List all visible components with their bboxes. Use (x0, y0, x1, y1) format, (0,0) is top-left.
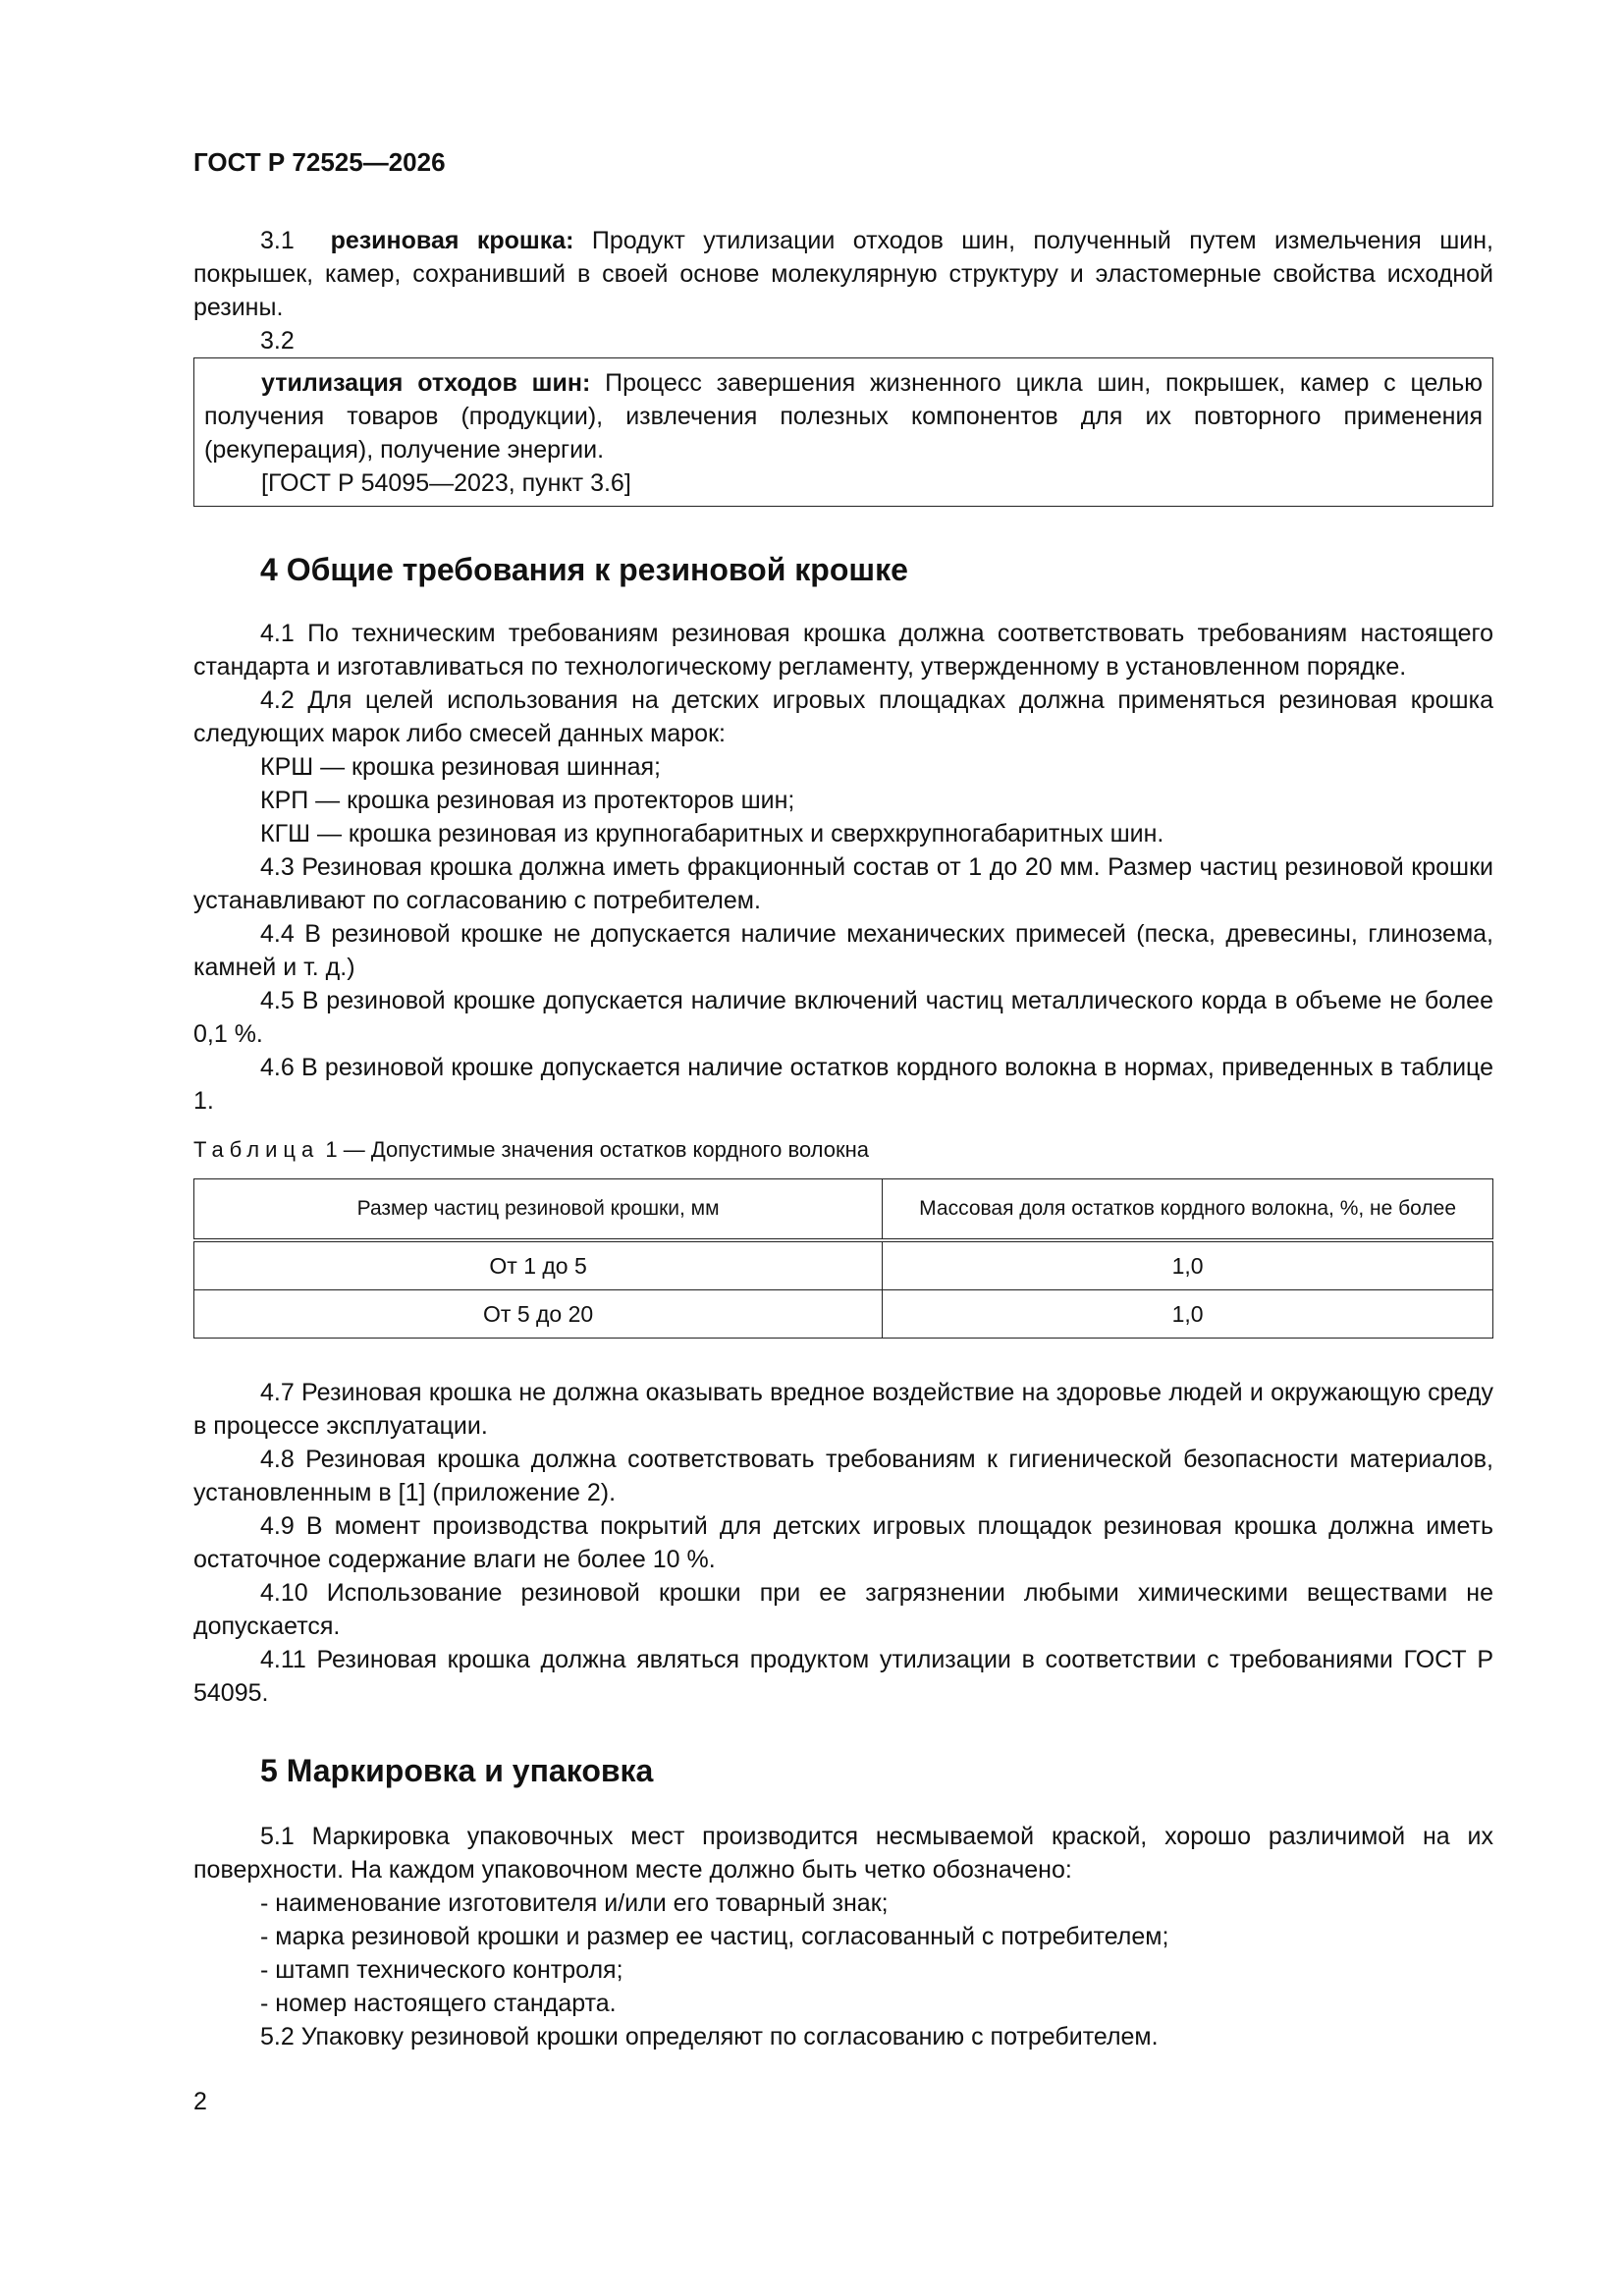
definition-text: Продукт утилизации отходов шин, полученный путем измельчения шин, покрышек, камер, сохранивший в своей основе молекулярную структуру и эластомерные свойства исходной резины. (193, 227, 1493, 321)
term: резиновая крошка: (330, 227, 574, 254)
paragraph-3-1 (193, 224, 1493, 324)
bullet-item: - наименование изготовителя и/или его товарный знак; (260, 1889, 889, 1917)
table-row (194, 1290, 1493, 1339)
table-caption-text: 1 — Допустимые значения остатков кордного волокна (325, 1137, 869, 1162)
paragraph-4-2: 4.2 Для целей использования на детских игровых площадках должна применяться резиновая крошка следующих марок либо смесей данных марок: (193, 686, 1493, 747)
table-row (194, 1240, 1493, 1290)
table-cell: 1,0 (883, 1290, 1493, 1339)
paragraph-5-1: 5.1 Маркировка упаковочных мест производится несмываемой краской, хорошо различимой на их поверхности. На каждом упаковочном месте должно быть четко обозначено: (193, 1823, 1493, 1884)
paragraph-3-2 (204, 366, 1483, 466)
reference: [ГОСТ Р 54095—2023, пункт 3.6] (261, 469, 631, 497)
table-cell: От 5 до 20 (194, 1290, 883, 1339)
paragraph-4-8: 4.8 Резиновая крошка должна соответствовать требованиям к гигиенической безопасности материалов, установленным в [1] (приложение 2). (193, 1446, 1493, 1506)
bullet-item: - марка резиновой крошки и размер ее частиц, согласованный с потребителем; (260, 1923, 1169, 1950)
table-header-row (194, 1179, 1493, 1241)
table-caption-word: Таблица (193, 1137, 320, 1162)
bullet-item: - штамп технического контроля; (260, 1956, 623, 1984)
section-4-title: 4 Общие требования к резиновой крошке (260, 552, 908, 587)
paragraph-4-10: 4.10 Использование резиновой крошки при ее загрязнении любыми химическими веществами не допускается. (193, 1579, 1493, 1640)
clause-number: 3.1 (260, 227, 295, 254)
paragraph-4-5: 4.5 В резиновой крошке допускается наличие включений частиц металлического корда в объеме не более 0,1 %. (193, 987, 1493, 1048)
brand-item: КГШ — крошка резиновая из крупногабаритных и сверхкрупногабаритных шин. (260, 820, 1164, 847)
brand-item: КРП — крошка резиновая из протекторов шин; (260, 787, 795, 814)
table-header-cell: Размер частиц резиновой крошки, мм (194, 1179, 883, 1241)
document-header: ГОСТ Р 72525—2026 (193, 147, 446, 177)
definition-text: Процесс завершения жизненного цикла шин, покрышек, камер с целью получения товаров (продукции), извлечения полезных компонентов для их повторного применения (рекуперация), получение энергии. (204, 369, 1483, 464)
table-caption (193, 1135, 1493, 1165)
paragraph-4-11: 4.11 Резиновая крошка должна являться продуктом утилизации в соответствии с требованиями ГОСТ Р 54095. (193, 1646, 1493, 1707)
brand-item: КРШ — крошка резиновая шинная; (260, 753, 661, 781)
paragraph-4-9: 4.9 В момент производства покрытий для детских игровых площадок резиновая крошка должна иметь остаточное содержание влаги не более 10 %. (193, 1512, 1493, 1573)
paragraph-4-6: 4.6 В резиновой крошке допускается наличие остатков кордного волокна в нормах, приведенных в таблице 1. (193, 1054, 1493, 1115)
table-cell: 1,0 (883, 1240, 1493, 1290)
paragraph-4-3: 4.3 Резиновая крошка должна иметь фракционный состав от 1 до 20 мм. Размер частиц резиновой крошки устанавливают по согласованию с потребителем. (193, 853, 1493, 914)
cord-fiber-table (193, 1178, 1493, 1339)
section-5-title: 5 Маркировка и упаковка (260, 1753, 654, 1788)
clause-number-3-2: 3.2 (260, 327, 295, 355)
bullet-item: - номер настоящего стандарта. (260, 1990, 617, 2017)
document-body (193, 224, 1493, 2053)
term: утилизация отходов шин: (261, 369, 591, 397)
paragraph-4-4: 4.4 В резиновой крошке не допускается наличие механических примесей (песка, древесины, глинозема, камней и т. д.) (193, 920, 1493, 981)
term-box (193, 357, 1493, 507)
paragraph-5-2: 5.2 Упаковку резиновой крошки определяют по согласованию с потребителем. (260, 2023, 1159, 2050)
paragraph-4-7: 4.7 Резиновая крошка не должна оказывать вредное воздействие на здоровье людей и окружающую среду в процессе эксплуатации. (193, 1379, 1493, 1440)
page-number: 2 (193, 2088, 207, 2115)
table-header-cell: Массовая доля остатков кордного волокна, %, не более (883, 1179, 1493, 1241)
paragraph-4-1: 4.1 По техническим требованиям резиновая крошка должна соответствовать требованиям настоящего стандарта и изготавливаться по технологическому регламенту, утвержденному в установленном порядке. (193, 620, 1493, 681)
table-cell: От 1 до 5 (194, 1240, 883, 1290)
